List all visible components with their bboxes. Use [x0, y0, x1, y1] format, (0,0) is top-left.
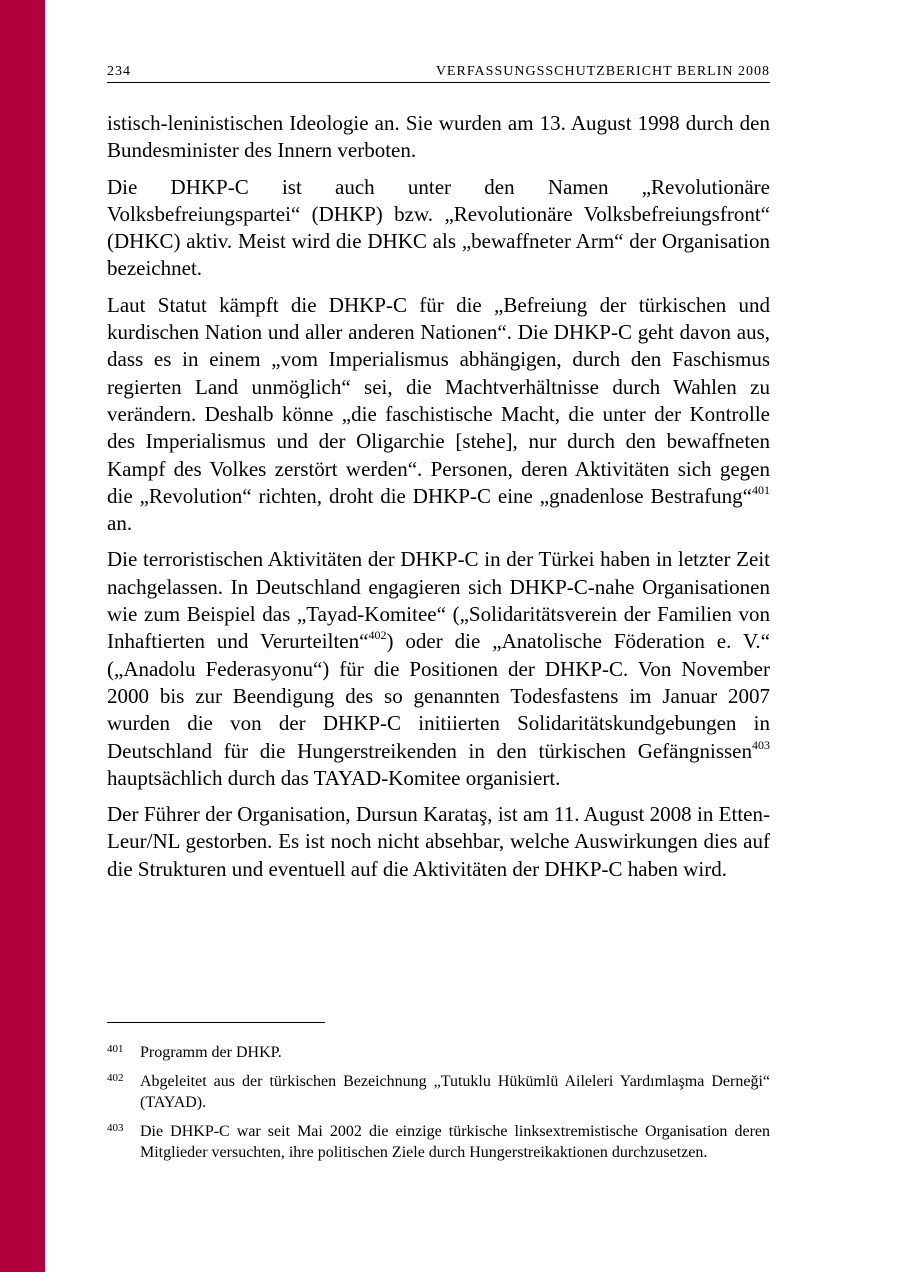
paragraph-2	[107, 174, 770, 283]
footnote-number: 403	[107, 1122, 124, 1134]
paragraph-4-text-c: hauptsächlich durch das TAYAD-Komitee organisiert.	[107, 765, 561, 790]
paragraph-4-text-a: Die terroristischen Aktivitäten der DHKP-C in der Türkei haben in letzter Zeit nachgelassen. In Deutschland engagieren sich DHKP-C-nahe Organisationen wie zum Beispiel das „Tayad-Komitee“ („Solidaritätsverein der Familien von Inhaftierten und Verurteilten“	[107, 547, 770, 654]
body-text	[107, 110, 770, 892]
footnote-402	[107, 1071, 770, 1113]
footnote-number: 401	[107, 1043, 124, 1055]
paragraph-3	[107, 292, 770, 538]
footnote-separator	[107, 1022, 325, 1023]
footnote-ref-403: 403	[752, 737, 770, 752]
footnote-ref-402: 402	[368, 628, 387, 643]
paragraph-3-text-b: an.	[107, 511, 133, 536]
paragraph-4-text-b: ) oder die „Anatolische Föderation e. V.“ („Anadolu Federasyonu“) für die Positionen der DHKP-C. Von November 2000 bis zur Beendigung des so genannten Todesfastens im Januar 2007 wurden die von der DHKP-C initiierten Solidaritätskundgebungen in Deutschland für die Hungerstreikenden in den türkischen Gefängnissen	[107, 629, 770, 763]
footnote-401	[107, 1042, 770, 1063]
page-spine-bar	[0, 0, 45, 1272]
paragraph-5: Der Führer der Organisation, Dursun Karataş, ist am 11. August 2008 in Etten-Leur/NL gestorben. Es ist noch nicht absehbar, welche Auswirkungen dies auf die Strukturen und eventuell auf die Aktivitäten der DHKP-C haben wird.	[107, 802, 770, 881]
page-number: 234	[107, 64, 131, 79]
footnotes	[107, 1042, 770, 1171]
paragraph-2-text: Die DHKP-C ist auch unter den Namen „Revolutionäre Volksbefreiungspartei“ (DHKP) bzw. „Revolutionäre Volksbefreiungsfront“ (DHKC) aktiv. Meist wird die DHKC als „bewaffneter Arm“ der Organisation bezeichnet.	[107, 174, 770, 281]
paragraph-4	[107, 546, 770, 792]
footnote-number: 402	[107, 1072, 124, 1084]
paragraph-1: istisch-leninistischen Ideologie an. Sie wurden am 13. August 1998 durch den Bundesminister des Innern verboten.	[107, 111, 770, 163]
paragraph-3-text-a: Laut Statut kämpft die DHKP-C für die „Befreiung der türkischen und kurdischen Nation und aller anderen Nationen“. Die DHKP-C geht davon aus, dass es in einem „vom Imperialismus abhängigen, durch den Faschismus regierten Land unmöglich“ sei, die Machtverhältnisse durch Wahlen zu verändern. Deshalb könne „die faschistische Macht, die unter der Kontrolle des Imperialismus und der Oligarchie [stehe], nur durch den bewaffneten Kampf des Volkes zerstört werden“. Personen, deren Aktivitäten sich gegen die „Revolution“ richten, droht die DHKP-C eine „gnadenlose Bestrafung“	[107, 292, 770, 508]
page-header	[107, 62, 770, 83]
running-title: VERFASSUNGSSCHUTZBERICHT BERLIN 2008	[435, 64, 770, 79]
footnote-403	[107, 1121, 770, 1163]
footnote-text: Abgeleitet aus der türkischen Bezeichnung „Tutuklu Hükümlü Aileleri Yardımlaşma Derneği“ (TAYAD).	[140, 1073, 770, 1111]
footnote-text: Die DHKP-C war seit Mai 2002 die einzige türkische linksextremistische Organisation deren Mitglieder versuchten, ihre politischen Ziele durch Hungerstreikaktionen durchzusetzen.	[140, 1123, 770, 1161]
footnote-text: Programm der DHKP.	[140, 1044, 282, 1061]
footnote-ref-401: 401	[752, 482, 770, 497]
